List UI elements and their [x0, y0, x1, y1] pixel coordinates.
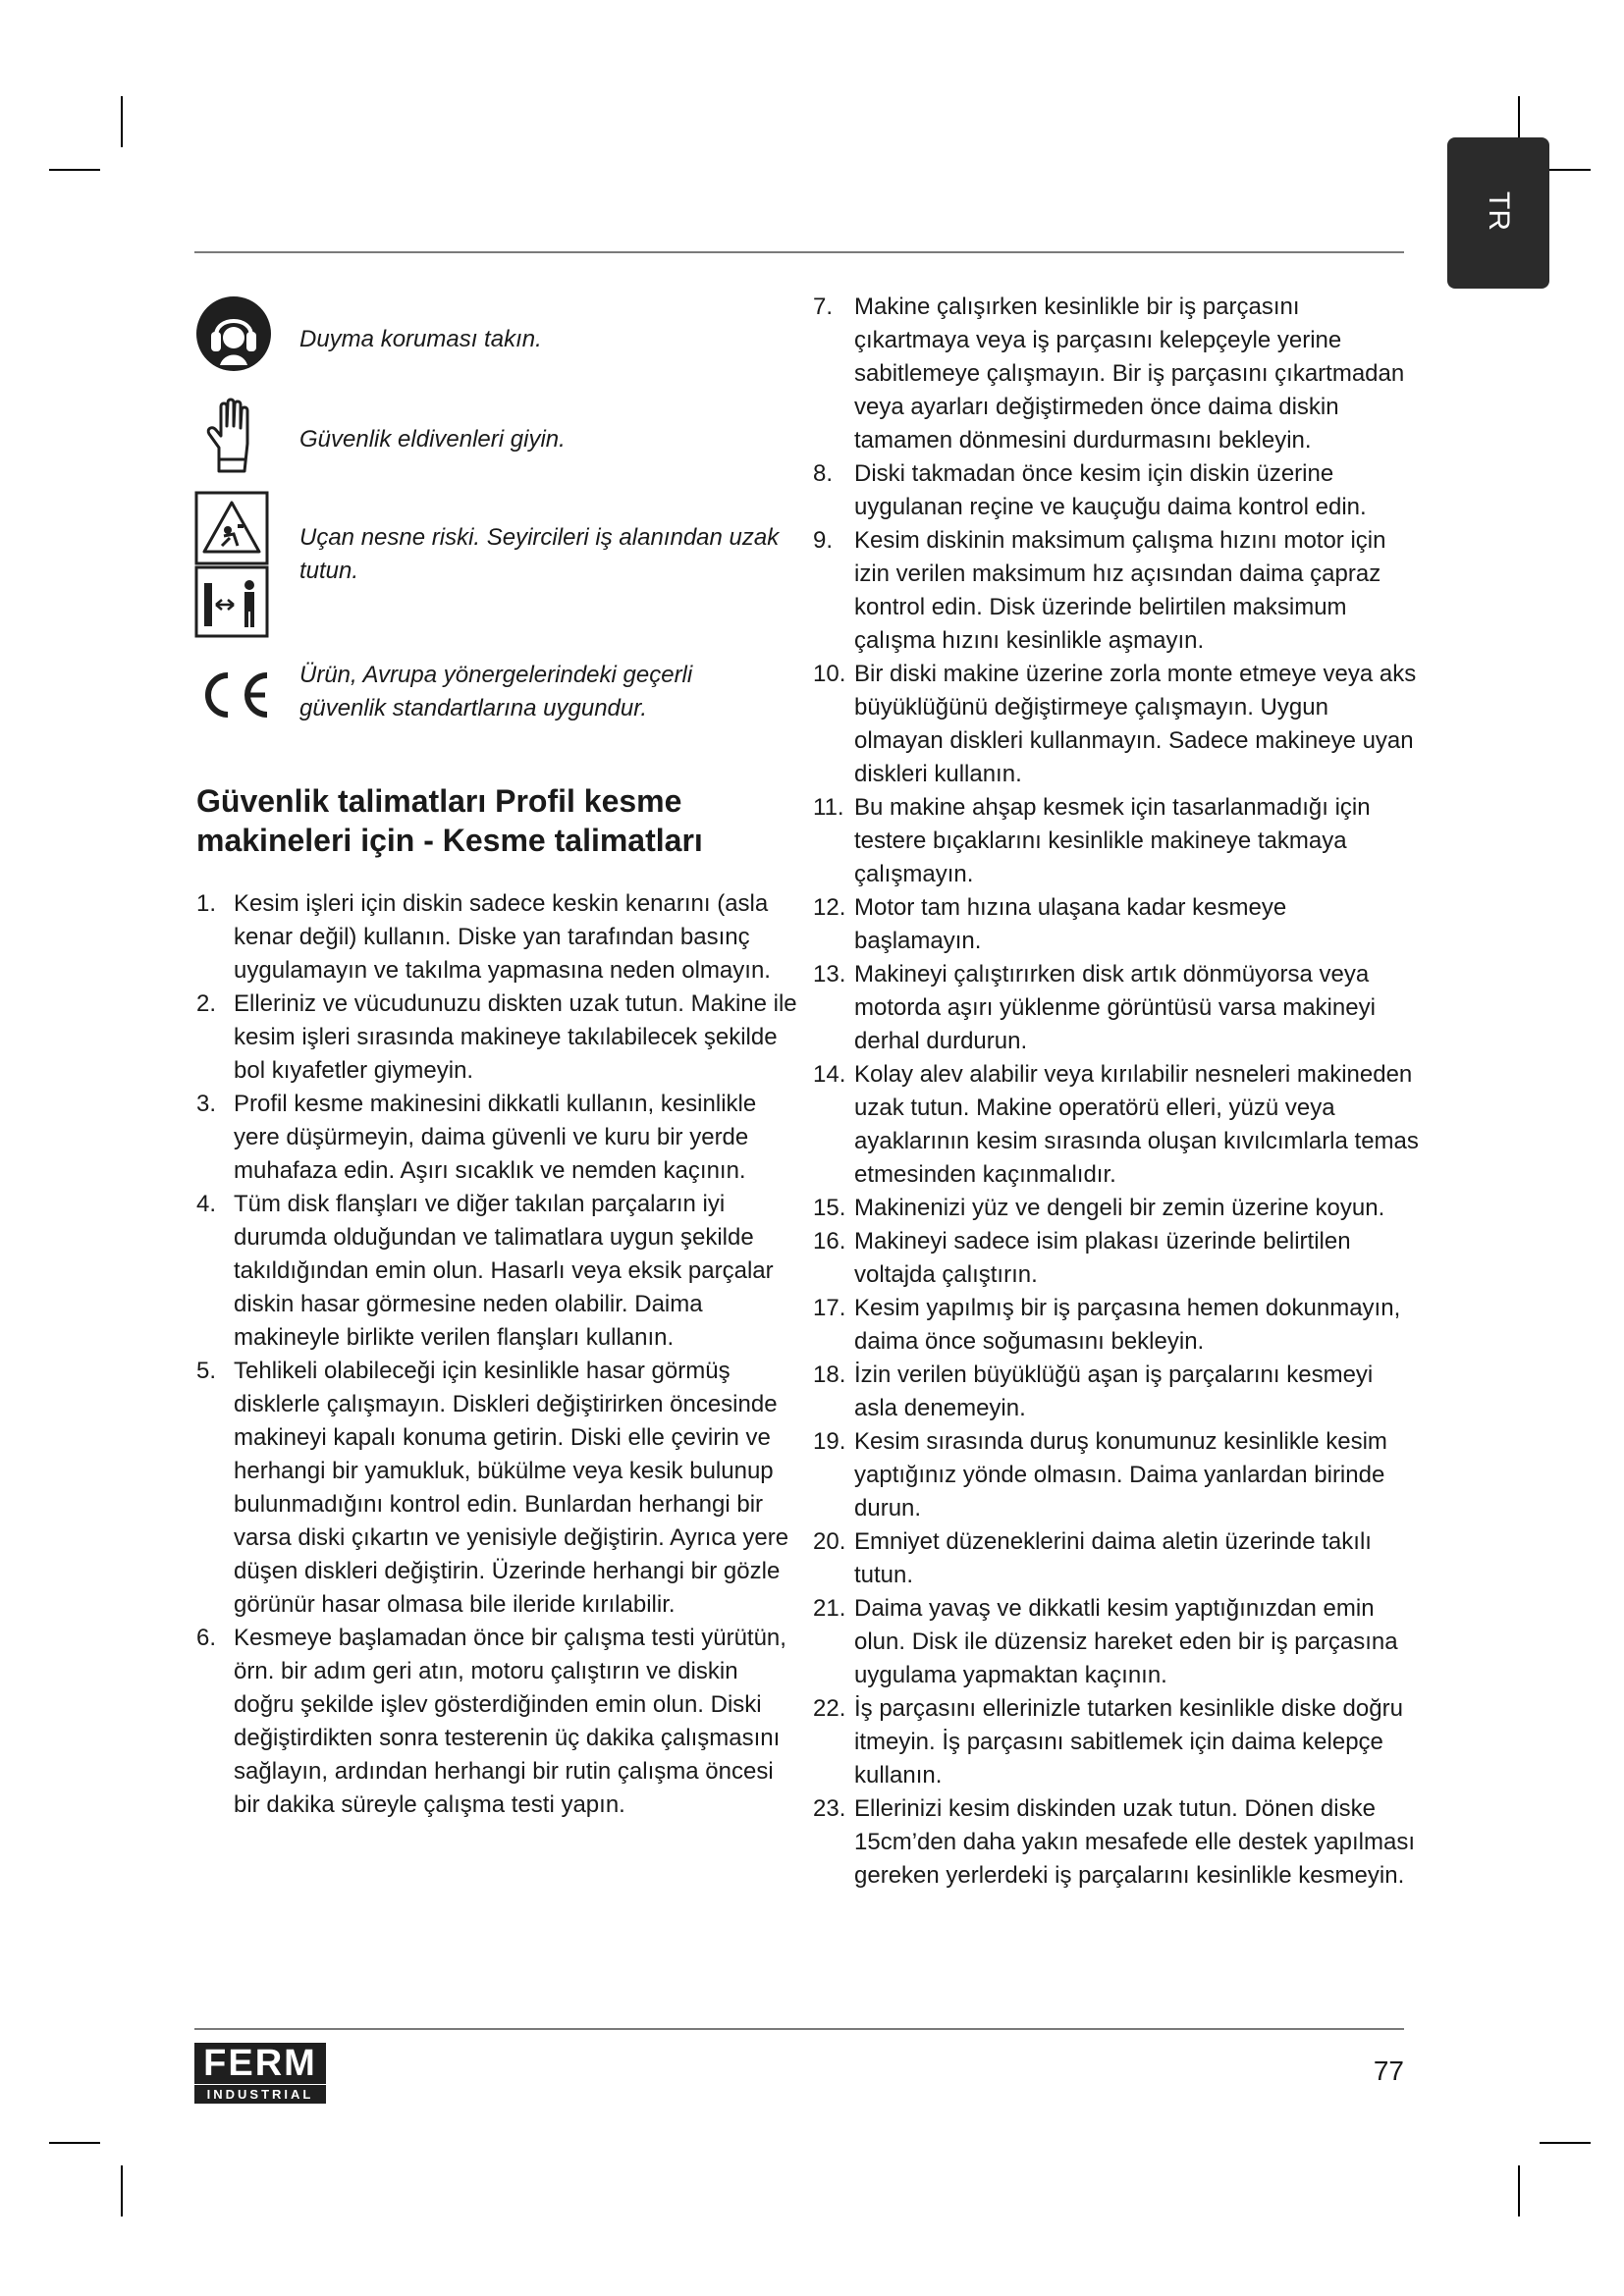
- item-number: 14.: [813, 1061, 846, 1088]
- flying-objects-warning-icon: [194, 491, 269, 638]
- list-item: [813, 1192, 1420, 1225]
- item-number: 15.: [813, 1195, 846, 1221]
- list-item: [813, 524, 1420, 658]
- item-number: 9.: [813, 527, 834, 554]
- item-text: İzin verilen büyüklüğü aşan iş parçalarını kesmeyi asla denemeyin.: [854, 1362, 1374, 1421]
- list-item: [813, 291, 1420, 457]
- item-text: Bu makine ahşap kesmek için tasarlanmadığı için testere bıçaklarını kesinlikle makineye takmaya çalışmayın.: [854, 794, 1371, 887]
- item-number: 12.: [813, 894, 846, 921]
- item-text: Motor tam hızına ulaşana kadar kesmeye başlamayın.: [854, 894, 1287, 954]
- list-item: [813, 1359, 1420, 1425]
- item-text: Profil kesme makinesini dikkatli kullanın, kesinlikle yere düşürmeyin, daima güvenli ve kuru bir yerde muhafaza edin. Aşırı sıcaklık ve nemden kaçının.: [234, 1091, 757, 1184]
- item-number: 8.: [813, 460, 834, 487]
- item-number: 13.: [813, 961, 846, 988]
- list-item: [813, 891, 1420, 958]
- list-item: [813, 1292, 1420, 1359]
- item-number: 4.: [196, 1191, 217, 1217]
- list-item: [813, 1225, 1420, 1292]
- item-number: 16.: [813, 1228, 846, 1255]
- item-text: Makineyi çalıştırırken disk artık dönmüyorsa veya motorda aşırı yüklenme görüntüsü varsa makineyi derhal durdurun.: [854, 961, 1376, 1054]
- item-number: 22.: [813, 1695, 846, 1722]
- language-tab: [1447, 137, 1549, 289]
- list-item: [813, 1058, 1420, 1192]
- bottom-rule: [194, 2028, 1404, 2030]
- item-text: Ellerinizi kesim diskinden uzak tutun. Dönen diske 15cm’den daha yakın mesafede elle destek yapılması gereken yerlerdeki iş parçalarını kesinlikle kesmeyin.: [854, 1795, 1415, 1889]
- crop-mark: [1518, 2165, 1520, 2216]
- section-heading: Güvenlik talimatları Profil kesme makineleri için - Kesme talimatları: [196, 783, 703, 858]
- instruction-list-right: [813, 291, 1420, 1893]
- icon-caption: Duyma koruması takın.: [299, 326, 542, 352]
- list-item: [196, 1088, 797, 1188]
- item-text: Elleriniz ve vücudunuzu diskten uzak tutun. Makine ile kesim işleri sırasında makineye takılabilecek şekilde bol kıyafetler giymeyin.: [234, 990, 797, 1084]
- item-text: Bir diski makine üzerine zorla monte etmeye veya aks büyüklüğünü değiştirmeye çalışmayın. Uygun olmayan diskleri kullanmayın. Sadece makineye uyan diskleri kullanın.: [854, 661, 1417, 787]
- ferm-logo: [194, 2043, 326, 2104]
- icon-caption: Güvenlik eldivenleri giyin.: [299, 426, 566, 453]
- item-text: Kesim yapılmış bir iş parçasına hemen dokunmayın, daima önce soğumasını bekleyin.: [854, 1295, 1401, 1355]
- language-tab-label: TR: [1483, 191, 1515, 231]
- list-item: [813, 1425, 1420, 1525]
- item-text: Makineyi sadece isim plakası üzerinde belirtilen voltajda çalıştırın.: [854, 1228, 1351, 1288]
- item-text: Kolay alev alabilir veya kırılabilir nesneleri makineden uzak tutun. Makine operatörü elleri, yüzü veya ayaklarının kesim sırasında oluşan kıvılcımlarla temas etmesinden kaçınmalıdır.: [854, 1061, 1419, 1188]
- item-text: Kesmeye başlamadan önce bir çalışma testi yürütün, örn. bir adım geri atın, motoru çalıştırın ve diskin doğru şekilde işlev gösterdiğinden emin olun. Diski değiştirdikten sonra testerenin üç dakika çalışmasını sağlayın, ardından herhangi bir rutin çalışma öncesi bir dakika süreyle çalışma testi yapın.: [234, 1625, 786, 1818]
- list-item: [196, 1188, 797, 1355]
- item-number: 18.: [813, 1362, 846, 1388]
- logo-wordmark: FERM: [194, 2043, 326, 2084]
- item-number: 5.: [196, 1358, 217, 1384]
- item-number: 20.: [813, 1528, 846, 1555]
- item-text: Kesim diskinin maksimum çalışma hızını motor için izin verilen maksimum hız açısından daima çapraz kontrol edin. Disk üzerinde belirtilen maksimum çalışma hızını kesinlikle aşmayın.: [854, 527, 1386, 654]
- list-item: [813, 958, 1420, 1058]
- page-number: 77: [1373, 2056, 1404, 2086]
- list-item: [813, 1525, 1420, 1592]
- list-item: [813, 1792, 1420, 1893]
- crop-mark: [49, 169, 100, 171]
- item-number: 23.: [813, 1795, 846, 1822]
- crop-mark: [1540, 2142, 1591, 2144]
- item-number: 17.: [813, 1295, 846, 1321]
- item-text: Tehlikeli olabileceği için kesinlikle hasar görmüş disklerle çalışmayın. Diskleri değiştirirken öncesinde makineyi kapalı konuma getirin. Diski elle çevirin ve herhangi bir yamukluk, bükülme veya kesik bulunup bulunmadığını kontrol edin. Bunlardan herhangi bir varsa diski çıkartın ve yenisiyle değiştirin. Ayrıca yere düşen diskleri değiştirin. Üzerinde herhangi bir gözle görünür hasar olmasa bile ileride kırılabilir.: [234, 1358, 789, 1618]
- list-item: [813, 1692, 1420, 1792]
- list-item: [196, 1355, 797, 1622]
- item-text: Daima yavaş ve dikkatli kesim yaptığınızdan emin olun. Disk ile düzensiz hareket eden bir iş parçasına uygulama yapmaktan kaçının.: [854, 1595, 1398, 1688]
- item-number: 19.: [813, 1428, 846, 1455]
- list-item: [813, 1592, 1420, 1692]
- item-text: Makinenizi yüz ve dengeli bir zemin üzerine koyun.: [854, 1195, 1385, 1221]
- safety-gloves-icon: [201, 395, 266, 473]
- list-item: [813, 457, 1420, 524]
- item-number: 1.: [196, 890, 217, 917]
- crop-mark: [121, 96, 123, 147]
- list-item: [196, 887, 797, 988]
- logo-subtitle: INDUSTRIAL: [194, 2085, 326, 2104]
- item-number: 7.: [813, 294, 834, 320]
- list-item: [813, 658, 1420, 791]
- item-text: Emniyet düzeneklerini daima aletin üzerinde takılı tutun.: [854, 1528, 1372, 1588]
- crop-mark: [121, 2165, 123, 2216]
- item-number: 21.: [813, 1595, 846, 1622]
- ce-mark-icon: [194, 669, 273, 721]
- list-item: [196, 1622, 797, 1822]
- item-text: İş parçasını ellerinizle tutarken kesinlikle diske doğru itmeyin. İş parçasını sabitlemek için daima kelepçe kullanın.: [854, 1695, 1403, 1789]
- item-number: 3.: [196, 1091, 217, 1117]
- instruction-list-left: [196, 887, 797, 1822]
- item-text: Diski takmadan önce kesim için diskin üzerine uygulanan reçine ve kauçuğu daima kontrol edin.: [854, 460, 1367, 520]
- item-number: 2.: [196, 990, 217, 1017]
- item-text: Makine çalışırken kesinlikle bir iş parçasını çıkartmaya veya iş parçasını kelepçeyle yerine sabitlemeye çalışmayın. Bir iş parçasını çıkartmadan veya ayarları değiştirmeden önce daima diskin tamamen dönmesini durdurmasını bekleyin.: [854, 294, 1405, 454]
- item-number: 11.: [813, 794, 844, 821]
- item-text: Tüm disk flanşları ve diğer takılan parçaların iyi durumda olduğundan ve talimatlara uygun şekilde takıldığından emin olun. Hasarlı veya eksik parçalar diskin hasar görmesine neden olabilir. Daima makineyle birlikte verilen flanşları kullanın.: [234, 1191, 774, 1351]
- item-text: Kesim sırasında duruş konumunuz kesinlikle kesim yaptığınız yönde olmasın. Daima yanlardan birinde durun.: [854, 1428, 1387, 1522]
- top-rule: [194, 251, 1404, 253]
- item-number: 10.: [813, 661, 846, 687]
- item-text: Kesim işleri için diskin sadece keskin kenarını (asla kenar değil) kullanın. Diske yan tarafından basınç uygulamayın ve takılma yapmasına neden olmayın.: [234, 890, 771, 984]
- icon-caption: Uçan nesne riski. Seyircileri iş alanından uzak tutun.: [299, 524, 780, 584]
- item-number: 6.: [196, 1625, 217, 1651]
- crop-mark: [49, 2142, 100, 2144]
- list-item: [813, 791, 1420, 891]
- list-item: [196, 988, 797, 1088]
- icon-caption: Ürün, Avrupa yönergelerindeki geçerli güvenlik standartlarına uygundur.: [299, 662, 693, 721]
- hearing-protection-icon: [194, 294, 273, 373]
